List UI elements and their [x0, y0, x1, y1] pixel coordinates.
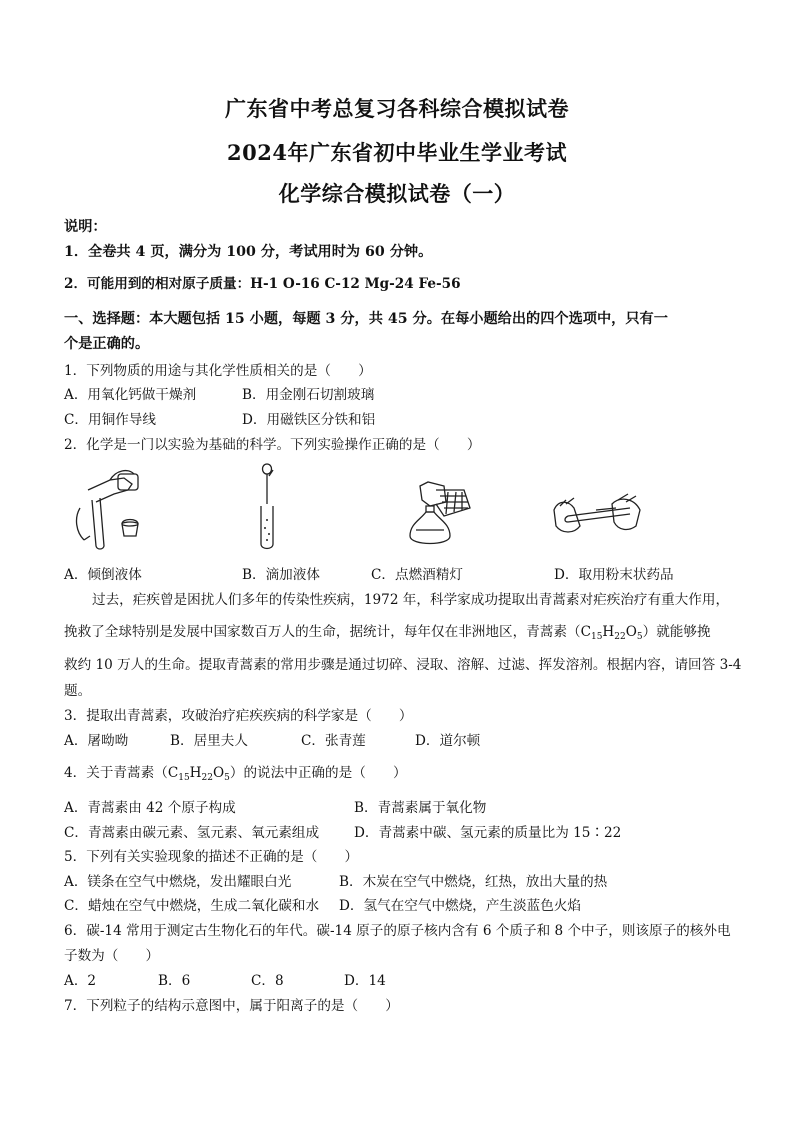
q4-formula: $C_{15}H_{22}O_5$: [167, 765, 230, 783]
q4-option-d: D．青蒿素中碳、氢元素的质量比为 15∶22: [354, 825, 622, 841]
figure-drop-liquid: [255, 460, 285, 552]
q6-option-b: B．6: [158, 973, 191, 989]
note-1: 1．全卷共 4 页，满分为 100 分，考试用时为 60 分钟。: [64, 244, 433, 260]
q5-stem: 5．下列有关实验现象的描述不正确的是（ ）: [64, 849, 359, 865]
figure-pour-liquid: [66, 460, 156, 552]
q6-stem-line-1: 6．碳-14 常用于测定古生物化石的年代。碳-14 原子的原子核内含有 6 个质子和 8 个中子，则该原子的核外电: [64, 923, 731, 939]
title-line-2: 2024年广东省初中毕业生学业考试: [227, 140, 567, 165]
q2-option-d: D．取用粉末状药品: [554, 567, 674, 583]
q4-option-c: C．青蒿素由碳元素、氢元素、氧元素组成: [64, 825, 320, 841]
q3-option-d: D．道尔顿: [415, 733, 481, 749]
q3-option-c: C．张青莲: [301, 733, 366, 749]
q5-option-a: A．镁条在空气中燃烧，发出耀眼白光: [64, 874, 292, 890]
q6-option-c: C．8: [251, 973, 284, 989]
q1-stem: 1．下列物质的用途与其化学性质相关的是（ ）: [64, 363, 372, 379]
q1-option-b: B．用金刚石切割玻璃: [242, 387, 375, 403]
passage-line-3: 救约 10 万人的生命。提取青蒿素的常用步骤是通过切碎、浸取、溶解、过滤、挥发溶剂。根据内容，请回答 3-4: [64, 657, 742, 673]
q5-option-d: D．氢气在空气中燃烧，产生淡蓝色火焰: [339, 898, 581, 914]
q2-option-c: C．点燃酒精灯: [371, 567, 463, 583]
note-2: [64, 272, 461, 292]
q5-option-b: B．木炭在空气中燃烧，红热，放出大量的热: [339, 874, 608, 890]
figure-take-powder: [548, 460, 648, 552]
passage-line-1: 过去，疟疾曾是困扰人们多年的传染性疾病，1972 年，科学家成功提取出青蒿素对疟疾治疗有重大作用，: [92, 592, 730, 608]
q6-stem-line-2: 子数为（ ）: [64, 948, 160, 964]
note-2-text: 2．可能用到的相对原子质量：H-1 O-16 C-12 Mg-24 Fe-56: [64, 276, 461, 292]
passage-line-2a: 挽救了全球特别是发展中国家数百万人的生命，据统计，每年仅在非洲地区，青蒿素（: [64, 624, 581, 640]
section-1-line-1: 一、选择题：本大题包括 15 小题，每题 3 分，共 45 分。在每小题给出的四个选项中，只有一: [64, 311, 668, 327]
q6-option-d: D．14: [344, 973, 386, 989]
q7-stem: 7．下列粒子的结构示意图中，属于阳离子的是（ ）: [64, 998, 399, 1014]
q4-stem-a: 4．关于青蒿素（: [64, 765, 168, 781]
passage-line-2: [64, 620, 711, 642]
q3-stem: 3．提取出青蒿素，攻破治疗疟疾疾病的科学家是（ ）: [64, 708, 413, 724]
passage-line-4: 题。: [64, 683, 92, 699]
title-line-3: 化学综合模拟试卷（一）: [278, 181, 516, 206]
artemisinin-formula: $C_{15}H_{22}O_5$: [580, 624, 643, 642]
q2-option-b: B．滴加液体: [242, 567, 320, 583]
q3-option-a: A．屠呦呦: [64, 733, 129, 749]
q4-stem: [64, 761, 407, 783]
title-line-1: 广东省中考总复习各科综合模拟试卷: [225, 96, 569, 121]
q2-option-a: A．倾倒液体: [64, 567, 142, 583]
q1-option-c: C．用铜作导线: [64, 412, 156, 428]
section-1-line-2: 个是正确的。: [64, 336, 150, 352]
q4-option-b: B．青蒿素属于氧化物: [354, 800, 487, 816]
passage-line-2b: ）就能够挽: [642, 624, 711, 640]
q1-option-a: A．用氧化钙做干燥剂: [64, 387, 197, 403]
q4-stem-b: ）的说法中正确的是（ ）: [229, 765, 407, 781]
figure-light-alcohol-lamp: [400, 460, 480, 552]
q2-stem: 2．化学是一门以实验为基础的科学。下列实验操作正确的是（ ）: [64, 437, 481, 453]
q1-option-d: D．用磁铁区分铁和铝: [242, 412, 376, 428]
q3-option-b: B．居里夫人: [170, 733, 248, 749]
q6-option-a: A．2: [64, 973, 97, 989]
q4-option-a: A．青蒿素由 42 个原子构成: [64, 800, 236, 816]
notes-heading: 说明：: [64, 219, 107, 235]
q5-option-c: C．蜡烛在空气中燃烧，生成二氧化碳和水: [64, 898, 320, 914]
